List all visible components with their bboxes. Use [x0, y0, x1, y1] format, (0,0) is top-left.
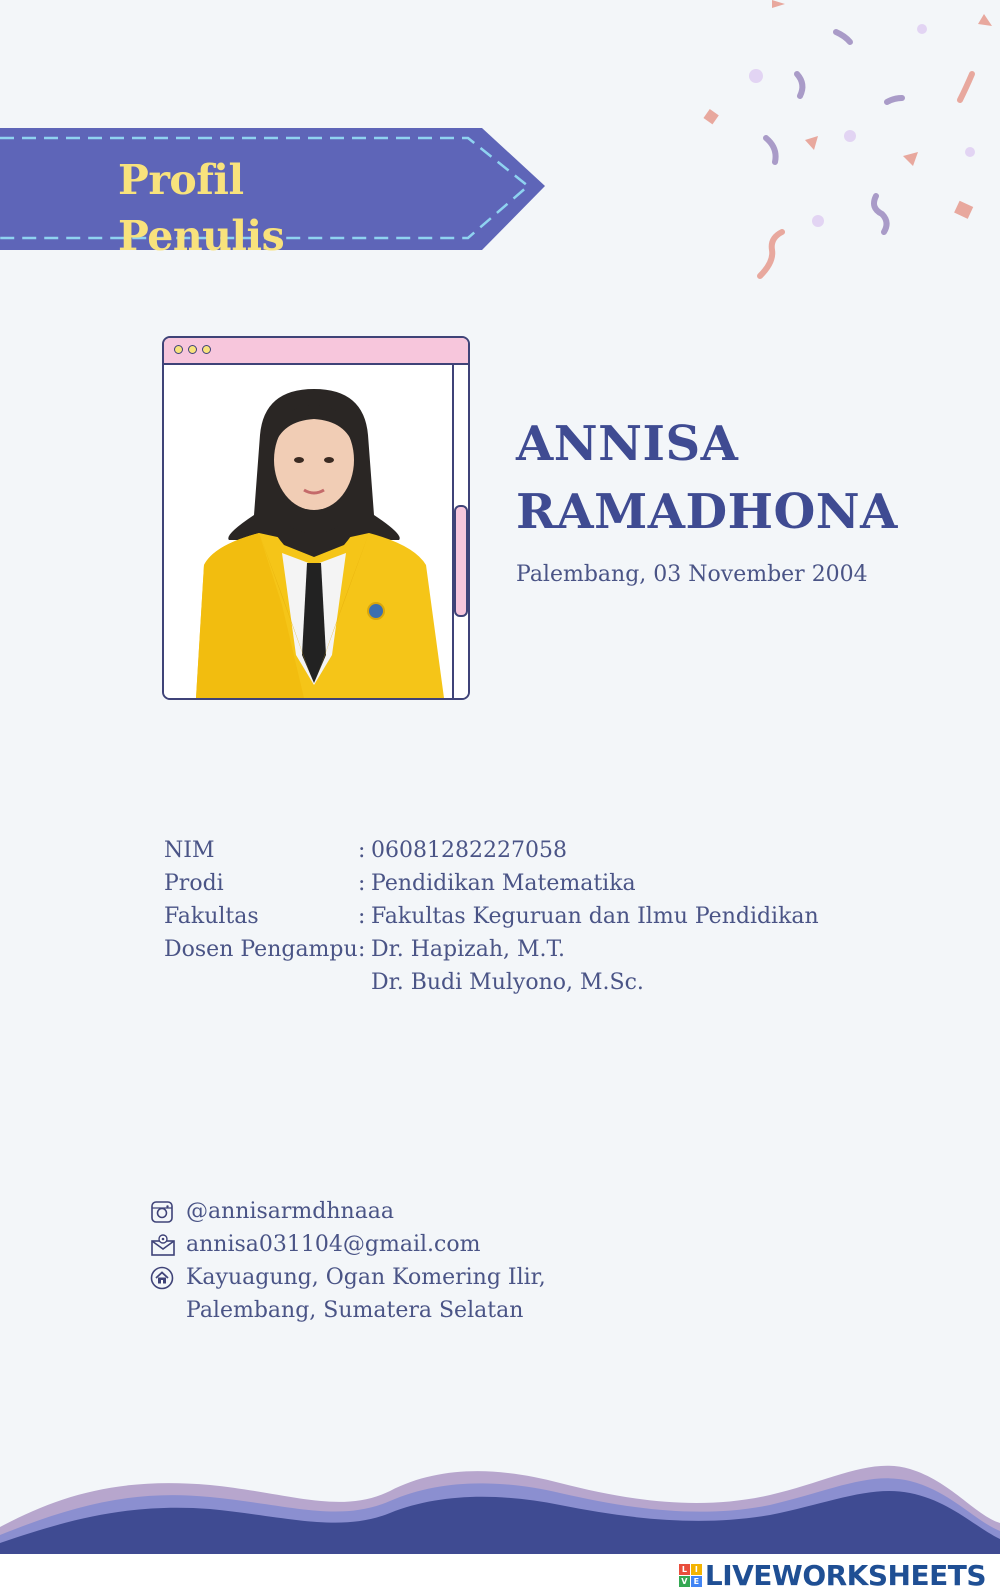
photo-window-bar [164, 338, 468, 365]
window-dot-icon [188, 345, 197, 354]
scroll-thumb [454, 505, 468, 617]
info-value: Pendidikan Matematika [371, 871, 636, 896]
birth-place-date: Palembang, 03 November 2004 [516, 562, 868, 587]
name-line-1: ANNISA [516, 416, 739, 472]
email-icon [150, 1228, 186, 1261]
info-colon: : [358, 871, 366, 896]
info-colon: : [358, 838, 366, 863]
logo-tile: L [679, 1564, 690, 1575]
info-label: Fakultas [164, 904, 259, 929]
logo-text: LIVEWORKSHEETS [704, 1559, 986, 1592]
footer-bar [0, 1554, 1000, 1596]
contact-list [150, 1195, 850, 1327]
author-photo [164, 365, 454, 698]
info-row-prodi [164, 867, 964, 900]
liveworksheets-logo [679, 1559, 986, 1592]
logo-tile: V [679, 1576, 690, 1587]
contact-instagram [150, 1195, 850, 1228]
photo-scrollbar [452, 365, 468, 698]
info-label [164, 966, 358, 999]
photo-frame [162, 336, 470, 700]
info-colon: : [358, 937, 366, 962]
info-row-nim [164, 834, 964, 867]
info-value: Dr. Budi Mulyono, M.Sc. [371, 970, 644, 995]
window-dot-icon [202, 345, 211, 354]
page-title: Profil Penulis [118, 156, 285, 260]
address-line-1: Kayuagung, Ogan Komering Ilir, [186, 1265, 546, 1290]
logo-tile: E [691, 1576, 702, 1587]
window-dot-icon [174, 345, 183, 354]
info-label: Dosen Pengampu [164, 937, 358, 962]
logo-grid-icon [679, 1564, 702, 1587]
author-info-table [164, 834, 964, 999]
instagram-handle: @annisarmdhnaaa [186, 1199, 395, 1224]
contact-address [150, 1261, 850, 1327]
info-colon [358, 966, 371, 999]
info-row-dosen [164, 933, 964, 966]
info-row-dosen-2 [164, 966, 964, 999]
info-value: Dr. Hapizah, M.T. [371, 937, 565, 962]
info-colon: : [358, 904, 366, 929]
info-label: Prodi [164, 871, 224, 896]
info-label: NIM [164, 838, 215, 863]
instagram-icon [150, 1195, 186, 1228]
address-line-2: Palembang, Sumatera Selatan [186, 1298, 524, 1323]
author-name [516, 410, 986, 546]
bottom-waves [0, 1455, 1000, 1555]
info-value: 06081282227058 [371, 838, 567, 863]
contact-email [150, 1228, 850, 1261]
name-line-2: RAMADHONA [516, 484, 898, 540]
info-row-fakultas [164, 900, 964, 933]
info-value: Fakultas Keguruan dan Ilmu Pendidikan [371, 904, 819, 929]
home-icon [150, 1261, 186, 1294]
logo-tile: I [691, 1564, 702, 1575]
email-address: annisa031104@gmail.com [186, 1232, 481, 1257]
